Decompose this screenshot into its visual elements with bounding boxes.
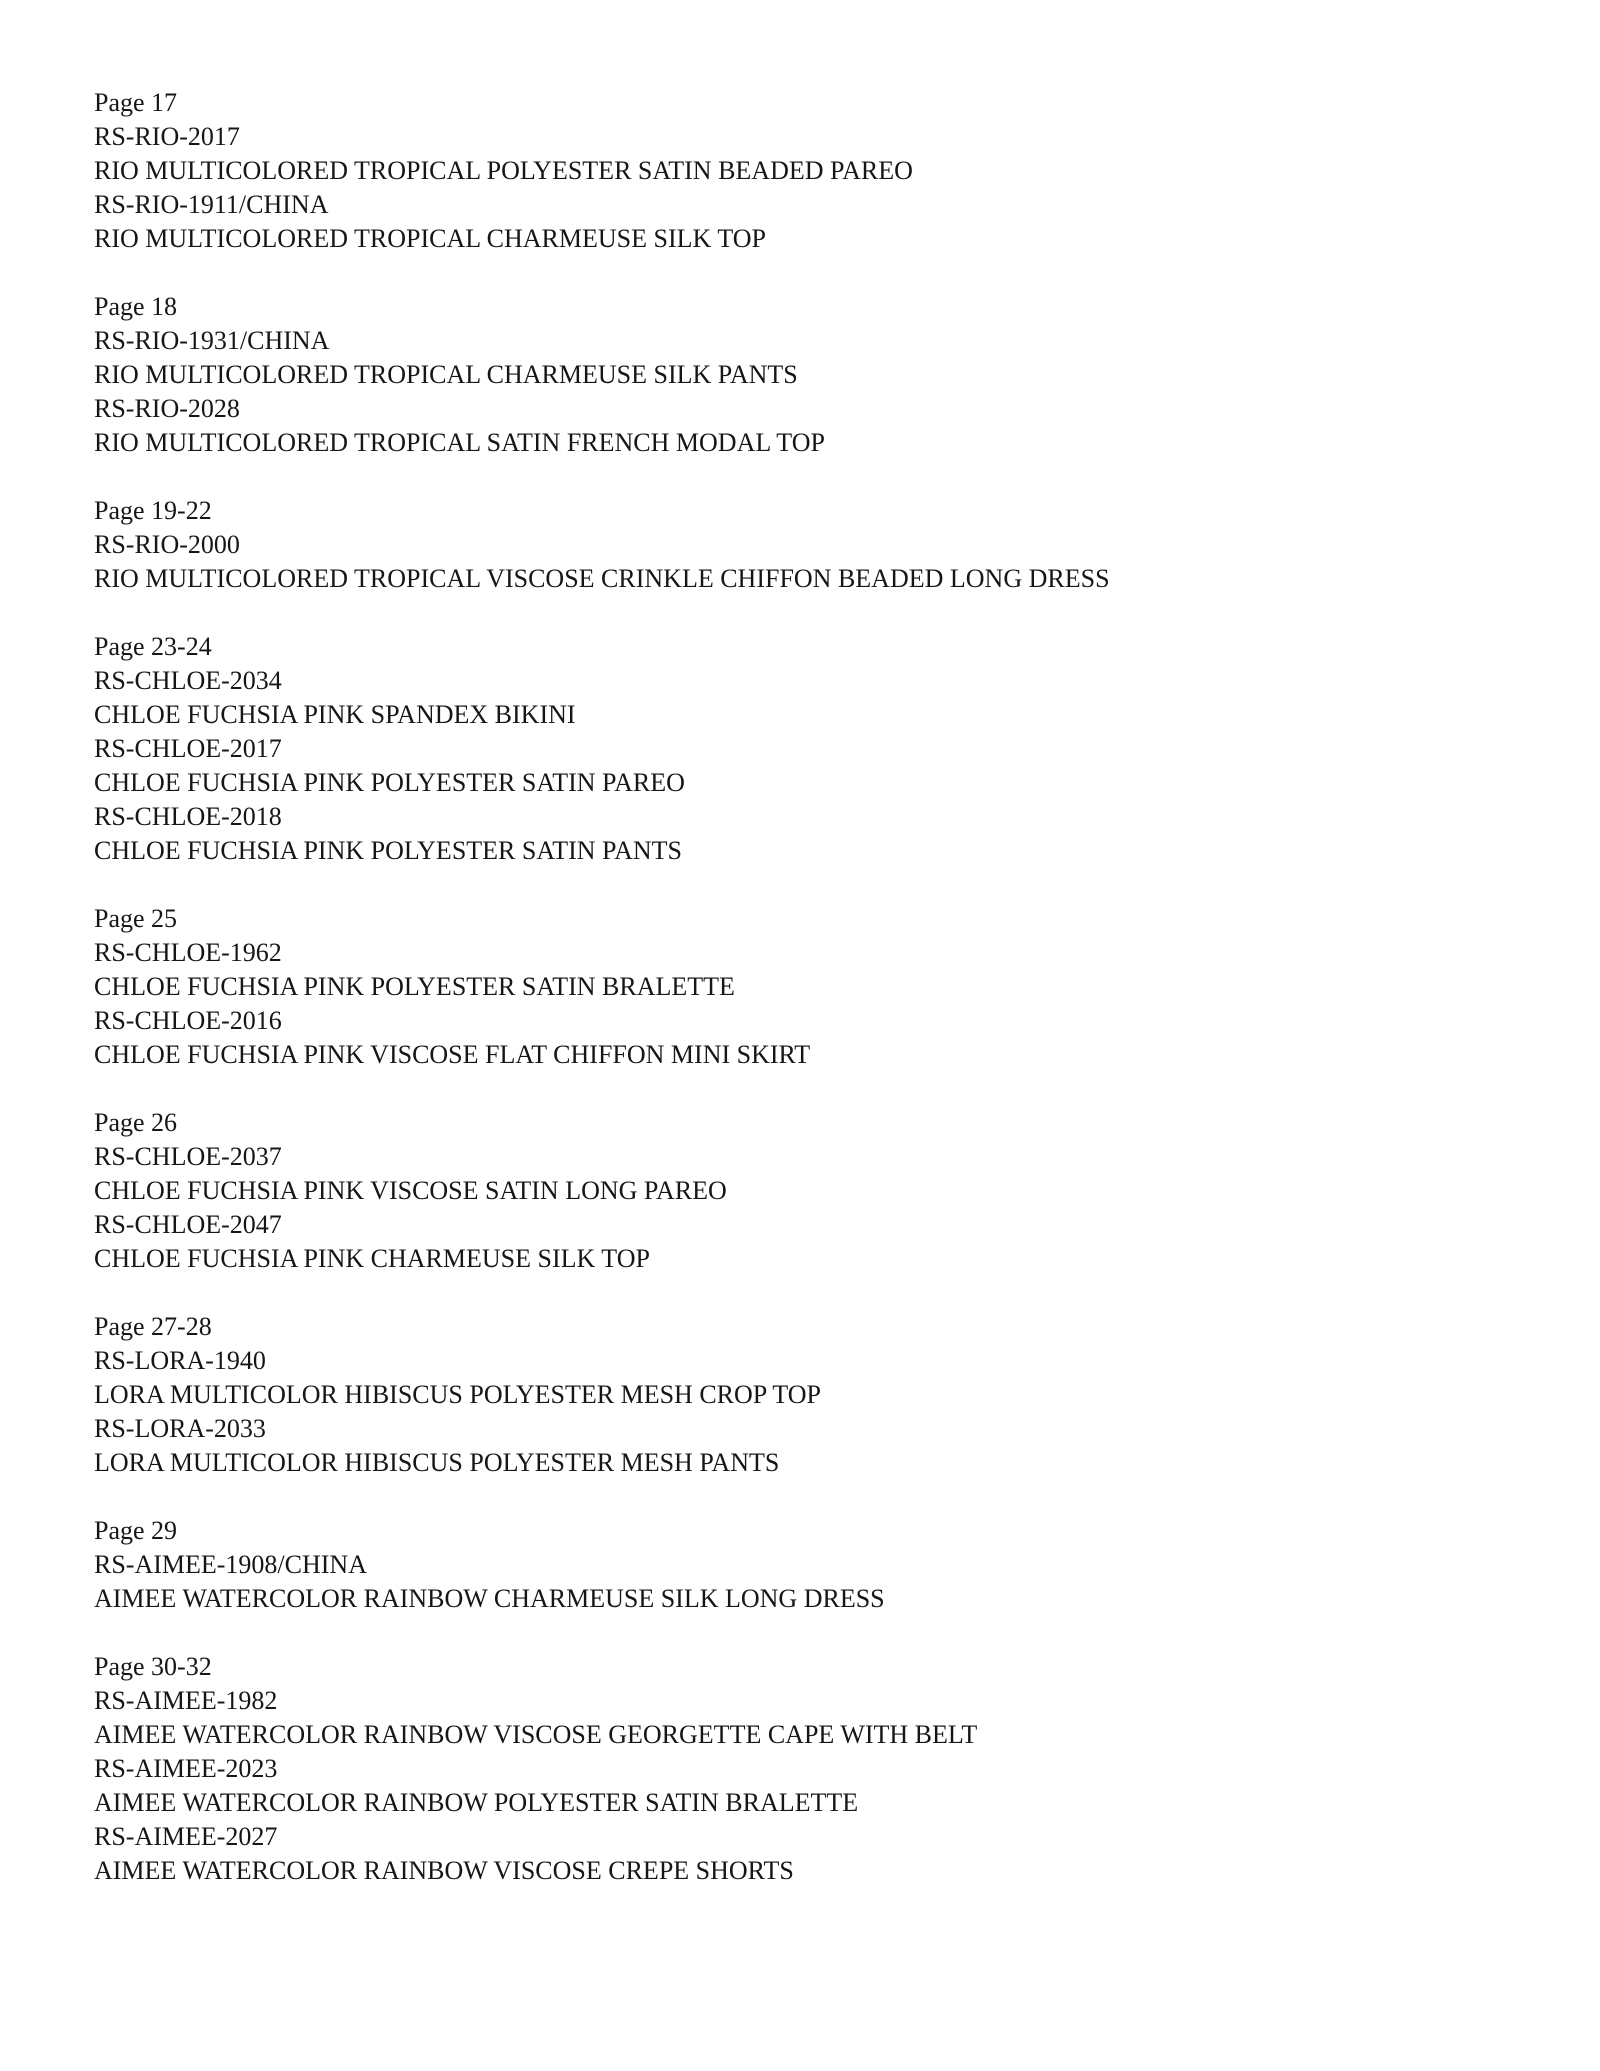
style-code: RS-CHLOE-1962 [94, 938, 282, 967]
style-code: RS-CHLOE-2037 [94, 1142, 282, 1171]
item-description: CHLOE FUCHSIA PINK SPANDEX BIKINI [94, 700, 576, 729]
style-code: RS-LORA-1940 [94, 1346, 266, 1375]
page-section [94, 86, 1514, 256]
style-code: RS-RIO-1931/CHINA [94, 326, 330, 355]
page-reference: Page 27-28 [94, 1312, 212, 1341]
page-section [94, 494, 1514, 596]
item-description: CHLOE FUCHSIA PINK CHARMEUSE SILK TOP [94, 1244, 650, 1273]
page-reference: Page 18 [94, 292, 178, 321]
item-description: AIMEE WATERCOLOR RAINBOW CHARMEUSE SILK LONG DRESS [94, 1584, 885, 1613]
item-description: AIMEE WATERCOLOR RAINBOW VISCOSE CREPE SHORTS [94, 1856, 794, 1885]
item-description: LORA MULTICOLOR HIBISCUS POLYESTER MESH CROP TOP [94, 1380, 821, 1409]
page-reference: Page 26 [94, 1108, 178, 1137]
page-reference: Page 25 [94, 904, 178, 933]
style-code: RS-CHLOE-2017 [94, 734, 282, 763]
item-description: RIO MULTICOLORED TROPICAL CHARMEUSE SILK PANTS [94, 360, 798, 389]
item-description: CHLOE FUCHSIA PINK VISCOSE SATIN LONG PAREO [94, 1176, 727, 1205]
page-reference: Page 29 [94, 1516, 178, 1545]
style-code: RS-AIMEE-2023 [94, 1754, 278, 1783]
item-description: AIMEE WATERCOLOR RAINBOW VISCOSE GEORGETTE CAPE WITH BELT [94, 1720, 978, 1749]
style-code: RS-AIMEE-1908/CHINA [94, 1550, 367, 1579]
page-section [94, 1650, 1514, 1888]
document-body [94, 86, 1514, 1922]
page-reference: Page 17 [94, 88, 178, 117]
style-code: RS-LORA-2033 [94, 1414, 266, 1443]
page-reference: Page 19-22 [94, 496, 212, 525]
page-section [94, 290, 1514, 460]
style-code: RS-CHLOE-2016 [94, 1006, 282, 1035]
item-description: CHLOE FUCHSIA PINK VISCOSE FLAT CHIFFON MINI SKIRT [94, 1040, 811, 1069]
page-section [94, 902, 1514, 1072]
style-code: RS-RIO-1911/CHINA [94, 190, 329, 219]
item-description: CHLOE FUCHSIA PINK POLYESTER SATIN PAREO [94, 768, 685, 797]
item-description: RIO MULTICOLORED TROPICAL POLYESTER SATIN BEADED PAREO [94, 156, 913, 185]
item-description: CHLOE FUCHSIA PINK POLYESTER SATIN PANTS [94, 836, 683, 865]
style-code: RS-RIO-2000 [94, 530, 240, 559]
style-code: RS-AIMEE-2027 [94, 1822, 278, 1851]
page-reference: Page 23-24 [94, 632, 212, 661]
item-description: RIO MULTICOLORED TROPICAL SATIN FRENCH MODAL TOP [94, 428, 825, 457]
style-code: RS-RIO-2017 [94, 122, 240, 151]
style-code: RS-RIO-2028 [94, 394, 240, 423]
style-code: RS-CHLOE-2034 [94, 666, 282, 695]
page-section [94, 1106, 1514, 1276]
style-code: RS-CHLOE-2047 [94, 1210, 282, 1239]
item-description: RIO MULTICOLORED TROPICAL CHARMEUSE SILK TOP [94, 224, 766, 253]
item-description: CHLOE FUCHSIA PINK POLYESTER SATIN BRALETTE [94, 972, 735, 1001]
page-section [94, 1310, 1514, 1480]
page-section [94, 630, 1514, 868]
style-code: RS-CHLOE-2018 [94, 802, 282, 831]
item-description: LORA MULTICOLOR HIBISCUS POLYESTER MESH PANTS [94, 1448, 780, 1477]
item-description: AIMEE WATERCOLOR RAINBOW POLYESTER SATIN BRALETTE [94, 1788, 859, 1817]
item-description: RIO MULTICOLORED TROPICAL VISCOSE CRINKLE CHIFFON BEADED LONG DRESS [94, 564, 1110, 593]
page-reference: Page 30-32 [94, 1652, 212, 1681]
style-code: RS-AIMEE-1982 [94, 1686, 278, 1715]
page-section [94, 1514, 1514, 1616]
